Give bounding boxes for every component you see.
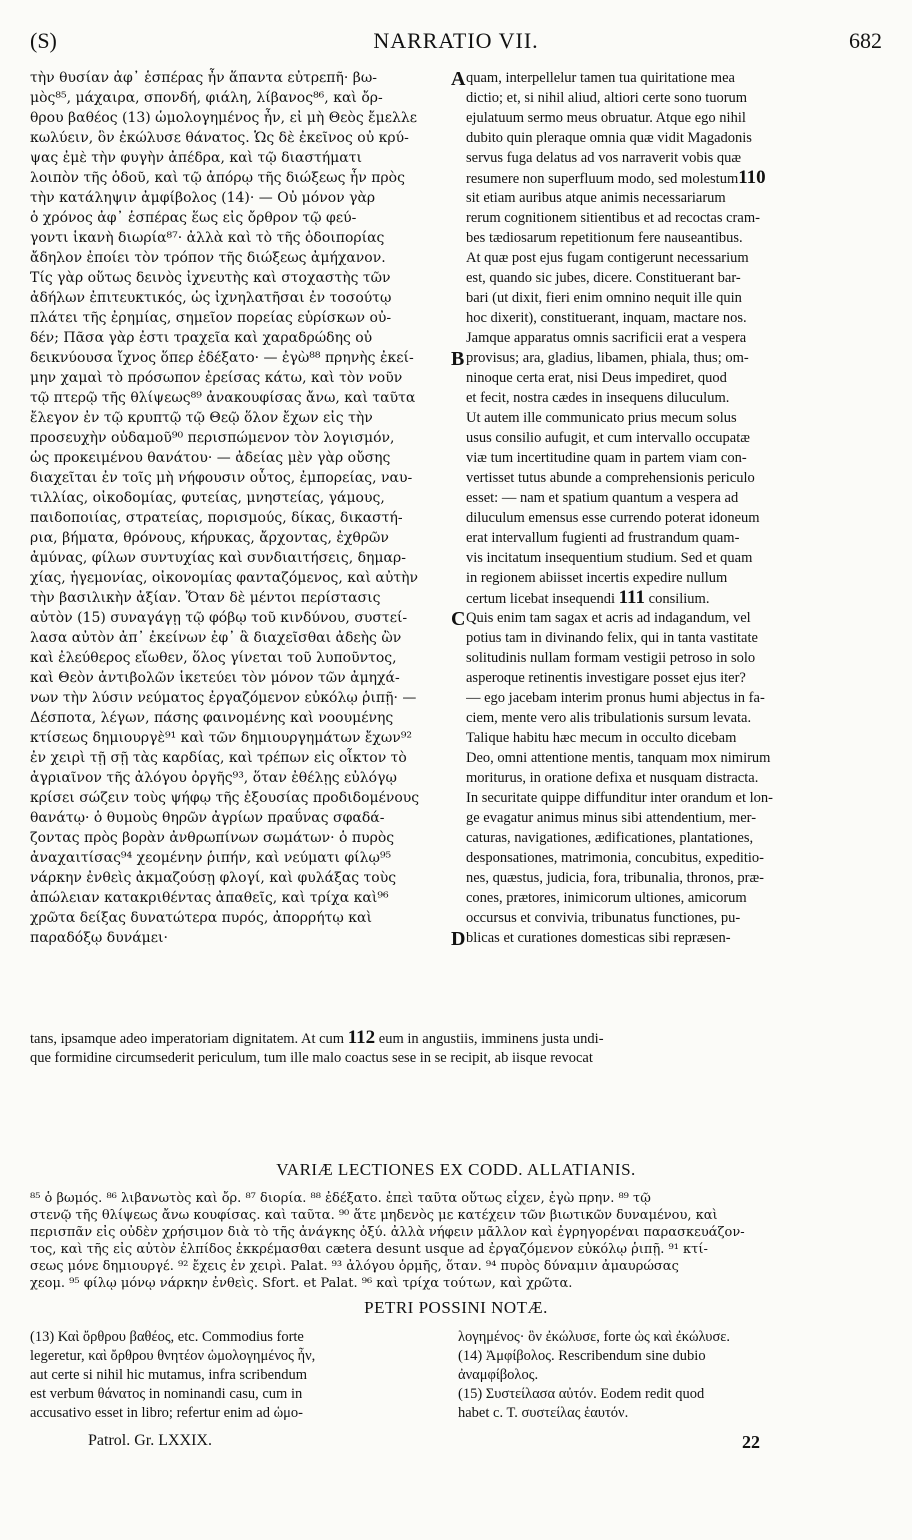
text-line: ψας ἐμὲ τὴν φυγὴν ἀπέδρα, καὶ τῷ διαστήματι bbox=[30, 150, 362, 166]
text-line: nes, quæstus, judicia, fora, tribunalia, thronos, præ- bbox=[466, 870, 765, 886]
full-width-text bbox=[30, 1028, 882, 1068]
text-line: dictio; et, si nihil aliud, altiori certe sono tuorum bbox=[466, 90, 748, 106]
text-line: τιλλίας, οἰκοδομίας, φυτείας, μνηστείας, γάμους, bbox=[30, 490, 385, 506]
margin-letter-d: D bbox=[451, 928, 466, 950]
text-line: provisus; ara, gladius, libamen, phiala, thus; om- bbox=[466, 350, 749, 366]
text-line: Ut autem ille communicato prius mecum solus bbox=[466, 410, 737, 426]
text-line: καὶ ἐλεύθερος εἴωθεν, ὅλος γίνεται τοῦ λυποῦντος, bbox=[30, 650, 397, 666]
text-line: servus fuga delatus ad vos narraverit vobis quæ bbox=[466, 150, 742, 166]
text-line: quam, interpellelur tamen tua quiritatione mea bbox=[466, 70, 735, 86]
text-line: dubito quin pleraque omnia quæ vidit Magadonis bbox=[466, 130, 752, 146]
text-line: potius tam in divinando felix, qui in tanta vastitate bbox=[466, 630, 758, 646]
text-line: παιδοποιίας, στρατείας, πορισμούς, δίκας, δικαστή- bbox=[30, 510, 403, 526]
text-line: aut certe si nihil hic mutamus, infra scribendum bbox=[30, 1367, 308, 1383]
text-line: μην χαμαὶ τὸ πρόσωπον ἐρείσας κάτω, καὶ τὸν νοῦν bbox=[30, 370, 403, 386]
text-line: bari (ut dixit, fieri enim omnino nequit ille quin bbox=[466, 290, 742, 306]
text-line: ἄδηλον ἐποίει τὸν τρόπον τῆς διώξεως ἀμήχανον. bbox=[30, 250, 386, 266]
text-line: vis incitatum insequentium studium. Sed et quam bbox=[466, 550, 753, 566]
text-line: λοιπὸν τῆς ὁδοῦ, καὶ τῷ ἀπόρῳ τῆς διώξεως ἦν πρὸς bbox=[30, 170, 405, 186]
text-line: viæ tum incertitudine quam in partem viam con- bbox=[466, 450, 747, 466]
text-line: τὴν θυσίαν ἀφ᾽ ἑσπέρας ἦν ἅπαντα εὐτρεπῆ· βω- bbox=[30, 70, 378, 86]
text-line: In securitate quippe diffunditur inter orandum et lon- bbox=[466, 790, 773, 806]
text-line: erat intervallum fugienti ad frustrandum quam- bbox=[466, 530, 740, 546]
margin-letter-a: A bbox=[451, 68, 466, 90]
notes-heading: PETRI POSSINI NOTÆ. bbox=[364, 1298, 548, 1317]
text-line: ἀπώλειαν κατακριθέντας ἀπαθεῖς, καὶ τρίχα καὶ⁹⁶ bbox=[30, 890, 389, 906]
text-line: diluculum emensus esse currendo poterat idoneum bbox=[466, 510, 760, 526]
text-line: ἀναμφίβολος. bbox=[458, 1367, 539, 1383]
text-line: (13) Καὶ ὄρθρου βαθέος, etc. Commodius forte bbox=[30, 1329, 304, 1345]
greek-column bbox=[30, 68, 450, 1068]
text-line: παραδόξῳ δυνάμει· bbox=[30, 930, 168, 946]
text-line: occursus et convivia, tribunatus functiones, pu- bbox=[466, 910, 741, 926]
text-line: ἀδήλων ἐπιτευκτικός, ὡς ἰχνηλατῆσαι ἐν τοσούτῳ bbox=[30, 290, 392, 306]
text-line: λογημένος· ὃν ἐκώλυσε, forte ὡς καὶ ἐκώλυσε. bbox=[458, 1329, 730, 1345]
text-line: ciem, mente vero alis tribulationis sursum levata. bbox=[466, 710, 752, 726]
text-line: que formidine circumsederit periculum, tum ille malo coactus sese in se recipit, ab iisque revocat bbox=[30, 1050, 593, 1066]
text-line: (14) Ἀμφίβολος. Rescribendum sine dubio bbox=[458, 1348, 706, 1364]
text-line: θρου βαθέος (13) ὡμολογημένος ἦν, εἰ μὴ Θεὸς ἔμελλε bbox=[30, 110, 418, 126]
text-line: cones, prætores, inimicorum ultiones, amicorum bbox=[466, 890, 747, 906]
notes-right-column bbox=[458, 1328, 882, 1423]
text-line: tans, ipsamque adeo imperatoriam dignitatem. At cum 112 eum in angustiis, imminens justa undi- bbox=[30, 1028, 604, 1048]
text-line: desponsationes, matrimonia, concubitus, expeditio- bbox=[466, 850, 764, 866]
footer-signature: 22 bbox=[742, 1432, 760, 1452]
text-line: legeretur, καὶ ὄρθρου θνητέον ὡμολογημένος ἦν, bbox=[30, 1348, 316, 1364]
text-line: κτίσεως δημιουργὲ⁹¹ καὶ τῶν δημιουργημάτων ἔχων⁹² bbox=[30, 730, 413, 746]
text-line: ἀμύνας, φίλων συντυχίας καὶ συνδιαιτήσεις, δημαρ- bbox=[30, 550, 406, 566]
text-line: ὡς προκειμένου θανάτου· — ἀδείας μὲν γὰρ οὔσης bbox=[30, 450, 391, 466]
variae-lectiones-heading: VARIÆ LECTIONES EX CODD. ALLATIANIS. bbox=[276, 1160, 636, 1179]
text-line: accusativo esset in libro; refertur enim ad ὡμο- bbox=[30, 1405, 303, 1421]
text-line: (15) Συστείλασα αὐτόν. Eodem redit quod bbox=[458, 1386, 705, 1402]
header-left: (S) bbox=[30, 28, 57, 53]
text-line: χεομ. ⁹⁵ φίλῳ μόνῳ νάρκην ἐνθεὶς. Sfort. et Palat. ⁹⁶ καὶ τρίχα τούτων, καὶ χρῶτα. bbox=[30, 1276, 573, 1291]
text-line: Δέσποτα, λέγων, πάσης φαινομένης καὶ νοουμένης bbox=[30, 710, 394, 726]
text-line: χρῶτα δείξας δυνατώτερα πυρός, ἀπορρήτῳ καὶ bbox=[30, 910, 372, 926]
text-line: μὸς⁸⁵, μάχαιρα, σπονδή, φιάλη, λίβανος⁸⁶, καὶ ὄρ- bbox=[30, 90, 383, 106]
text-line: vertisset tutus abunde a comprehensionis periculo bbox=[466, 470, 755, 486]
text-line: resumere non superfluum modo, sed molestum110 bbox=[466, 168, 766, 188]
text-line: λασα αὐτὸν ἀπ᾽ ἐκείνων ἐφ᾽ ἃ διαχεῖσθαι ἀδεὴς ὢν bbox=[30, 630, 402, 646]
column-number: 110 bbox=[738, 168, 766, 188]
text-line: περισπᾶν εἰς οὐδὲν χρήσιμον διὰ τὸ τῆς ἀνάγκης ὀξύ. ἀλλὰ νήφειν μᾶλλον καὶ ἐγρηγορέναι παρασκευάζον- bbox=[30, 1225, 745, 1240]
column-number: 112 bbox=[347, 1028, 376, 1048]
text-line: Τίς γὰρ οὕτως δεινὸς ἰχνευτὴς καὶ στοχαστὴς τῶν bbox=[30, 270, 391, 286]
text-line: κρίσει σώζειν τοὺς ψήφῳ τῆς ἐξουσίας προδιδομένους bbox=[30, 790, 420, 806]
text-line: rerum cognitionem sitientibus et ad recoctas cram- bbox=[466, 210, 760, 226]
text-line: ejulatuum sermo meus obruatur. Atque ego nihil bbox=[466, 110, 746, 126]
text-line: ζοντας πρὸς βορὰν ἀνθρωπίνων σωμάτων· ὁ πυρὸς bbox=[30, 830, 395, 846]
text-line: νάρκην ἐνθεὶς ἀκμαζούσῃ φλογί, καὶ φυλάξας τοὺς bbox=[30, 870, 397, 886]
text-line: moriturus, in oratione defixa et nusquam distracta. bbox=[466, 770, 759, 786]
text-line: καὶ Θεὸν ἀντιβολῶν ἱκετεύει τὸν μόνον τῶν ἀμηχά- bbox=[30, 670, 400, 686]
text-line: usus consilio aufugit, et cum intervallo occupatæ bbox=[466, 430, 750, 446]
text-line: ἐν χειρὶ τῇ σῇ τὰς καρδίας, καὶ τρέπων εἰς οἶκτον τὸ bbox=[30, 750, 407, 766]
text-line: habet c. T. συστείλας ἑαυτόν. bbox=[458, 1405, 629, 1421]
text-line: στενῷ τῆς θλίψεως ἄνω κουφίσας. καὶ ταῦτα. ⁹⁰ ἅτε μηδενὸς με κατέχειν τῶν βιωτικῶν δυναμένου, καὶ bbox=[30, 1208, 718, 1223]
text-line: est verbum θάνατος in nominandi casu, cum in bbox=[30, 1386, 303, 1402]
text-line: νων τὴν λύσιν νεύματος ἐργαζόμενον εὐκόλῳ ῥιπῇ· — bbox=[30, 690, 417, 706]
text-line: solitudinis nullam formam vestigii petroso in solo bbox=[466, 650, 756, 666]
text-line: est, quando sic jubes, dicere. Constituerant bar- bbox=[466, 270, 741, 286]
running-header bbox=[30, 28, 882, 58]
text-line: ⁸⁵ ὁ βωμός. ⁸⁶ λιβανωτὸς καὶ ὄρ. ⁸⁷ διορία. ⁸⁸ ἐδέξατο. ἐπεὶ ταῦτα οὕτως εἶχεν, ἐγὼ πρην. ⁸⁹ τῷ bbox=[30, 1191, 651, 1206]
text-line: et fecit, nostra cædes in insequens diluculum. bbox=[466, 390, 730, 406]
page-number: 682 bbox=[849, 28, 882, 53]
text-line: σεως μόνε δημιουργέ. ⁹² ἔχεις ἐν χειρὶ. Palat. ⁹³ ἀλόγου ὁρμῆς, ὅταν. ⁹⁴ πυρὸς δύναμιν ἀμαυρώσας bbox=[30, 1259, 679, 1274]
text-line: γοντι ἱκανὴ διωρία⁸⁷· ἀλλὰ καὶ τὸ τῆς ὁδοιπορίας bbox=[30, 230, 385, 246]
margin-letter-b: B bbox=[451, 348, 465, 370]
text-line: Quis enim tam sagax et acris ad indagandum, vel bbox=[466, 610, 751, 626]
text-line: χίας, ἡγεμονίας, οἰκονομίας φανταζόμενος, καὶ αὐτὴν bbox=[30, 570, 419, 586]
text-line: — ego jacebam interim pronus humi abjectus in fa- bbox=[466, 690, 765, 706]
text-line: Deo, omni attentione mentis, tanquam mox nimirum bbox=[466, 750, 771, 766]
text-line: ἀγριαῖνον τῆς ἀλόγου ὀργῆς⁹³, ὅταν ἐθέλῃς εὐλόγῳ bbox=[30, 770, 397, 786]
text-line: ἀναχαιτίσας⁹⁴ χεομένην ῥιπήν, καὶ νεύματι φίλῳ⁹⁵ bbox=[30, 850, 392, 866]
text-line: ἔλεγον ἐν τῷ κρυπτῷ τῷ Θεῷ ὅλον ἔχων εἰς τὴν bbox=[30, 410, 373, 426]
notes-left-column bbox=[30, 1328, 440, 1423]
header-title: NARRATIO VII. bbox=[373, 28, 539, 53]
text-line: τος, καὶ τῆς εἰς αὐτὸν ἐλπίδος ἐκκρέμασθαι cætera desunt usque ad ἐργαζόμενον εὐκόλῳ ῥιπῇ. ⁹¹ κτί- bbox=[30, 1242, 708, 1257]
text-line: in regionem abiisset incertis expedire nullum bbox=[466, 570, 728, 586]
text-line: ninoque certa erat, nisi Deus impediret, quod bbox=[466, 370, 727, 386]
variae-lectiones bbox=[30, 1190, 882, 1292]
text-line: At quæ post ejus fugam contigerunt necessarium bbox=[466, 250, 749, 266]
text-line: asperoque retinentis investigare posset ejus iter? bbox=[466, 670, 746, 686]
text-line: τῷ πτερῷ τῆς θλίψεως⁸⁹ ἀνακουφίσας ἄνω, καὶ ταῦτα bbox=[30, 390, 416, 406]
text-line: certum licebat insequendi 111 consilium. bbox=[466, 588, 710, 608]
text-line: πλάτει τῆς ἐρημίας, σημεῖον πορείας εὑρίσκων οὐ- bbox=[30, 310, 392, 326]
text-line: Talique habitu hæc mecum in occulto dicebam bbox=[466, 730, 737, 746]
text-line: blicas et curationes domesticas sibi repræsen- bbox=[466, 930, 731, 946]
text-line: hoc dixerit), constituerant, inquam, mactare nos. bbox=[466, 310, 747, 326]
margin-letter-c: C bbox=[451, 608, 466, 630]
text-line: ὁ χρόνος ἀφ᾽ ἑσπέρας ἕως εἰς ὄρθρον τῷ φεύ- bbox=[30, 210, 357, 226]
text-line: esset: — nam et spatium quantum a vespera ad bbox=[466, 490, 739, 506]
text-line: διαχεῖται ἐν τοῖς μὴ νήφουσιν οὗτος, ἐμπορείας, ναυ- bbox=[30, 470, 413, 486]
text-line: θανάτῳ· ὁ θυμοὺς θηρῶν ἀγρίων πραΰνας σφαδά- bbox=[30, 810, 385, 826]
text-line: ge evagatur animus minus sibi attendentium, mer- bbox=[466, 810, 757, 826]
text-line: τὴν βασιλικὴν ἀξίαν. Ὅταν δὲ μέντοι περίστασις bbox=[30, 590, 381, 606]
text-line: δεικνύουσα ἴχνος ὅπερ ἐδέξατο· — ἐγὼ⁸⁸ πρηνὴς ἐκεί- bbox=[30, 350, 414, 366]
column-number: 111 bbox=[618, 588, 646, 608]
footer-volume: Patrol. Gr. LXXIX. bbox=[88, 1432, 212, 1449]
text-line: αὐτὸν (15) συναγάγῃ τῷ φόβῳ τοῦ κινδύνου, συστεί- bbox=[30, 610, 408, 626]
text-line: δέν; Πᾶσα γὰρ ἐστι τραχεῖα καὶ χαραδρώδης οὐ bbox=[30, 330, 373, 346]
text-line: ρια, βήματα, θρόνους, κήρυκας, ἄρχοντας, ἐχθρῶν bbox=[30, 530, 389, 546]
latin-column bbox=[466, 68, 884, 1068]
text-line: sit etiam auribus atque animis necessariarum bbox=[466, 190, 726, 206]
text-line: προσευχὴν οὐδαμοῦ⁹⁰ περισπώμενον τὸν λογισμόν, bbox=[30, 430, 395, 446]
text-line: caturas, navigationes, ædificationes, plantationes, bbox=[466, 830, 754, 846]
text-fragment: consilium. bbox=[645, 591, 710, 607]
text-line: κωλύειν, ὃν ἐκώλυσε θάνατος. Ὡς δὲ ἐκεῖνος οὐ κρύ- bbox=[30, 130, 409, 146]
text-line: τὴν κατάληψιν ἀμφίβολος (14)· — Οὐ μόνον γὰρ bbox=[30, 190, 376, 206]
text-line: Jamque apparatus omnis sacrificii erat a vespera bbox=[466, 330, 747, 346]
text-line: bes tædiosarum repetitionum fere nauseantibus. bbox=[466, 230, 743, 246]
